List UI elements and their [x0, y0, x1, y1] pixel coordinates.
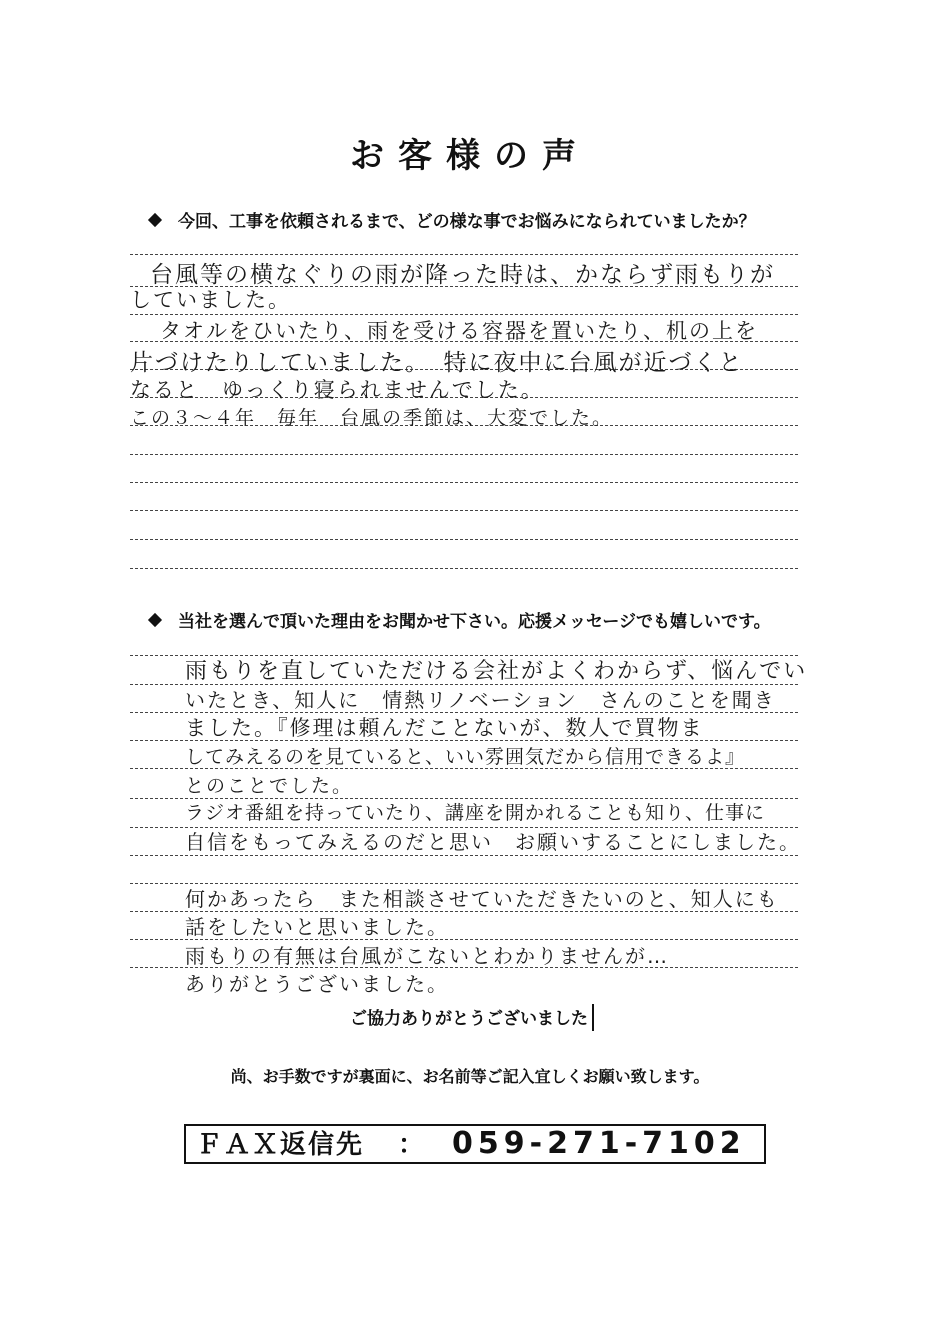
- answer-1-line: この３～４年 毎年 台風の季節は、大変でした。: [130, 407, 614, 429]
- answer-2-line: 自信をもってみえるのだと思い お願いすることにしました。: [185, 830, 801, 854]
- answer-2-line: 雨もりを直していただける会社がよくわからず、悩んでい: [185, 659, 808, 684]
- thanks-text: ご協力ありがとうございました: [346, 1004, 594, 1031]
- answer-2-line: ラジオ番組を持っていたり、講座を開かれることも知り、仕事に: [185, 802, 766, 824]
- answer-1-line: タオルをひいたり、雨を受ける容器を置いたり、机の上を: [160, 319, 758, 343]
- diamond-bullet-icon: [148, 213, 162, 227]
- question-2-heading: [150, 607, 771, 632]
- answer-2-line: ありがとうございました。: [185, 972, 449, 996]
- question-1-text: 今回、工事を依頼されるまで、どの様な事でお悩みになられていましたか？: [178, 212, 756, 232]
- answer-1-line: 台風等の横なぐりの雨が降った時は、かならず雨もりが: [150, 262, 775, 288]
- answer-2-line: とのことでした。: [185, 775, 354, 797]
- answer-2-line: してみえるのを見ていると、いい雰囲気だから信用できるよ』: [185, 746, 746, 768]
- answer-2-line: いたとき、知人に 情熱リノベーション さんのことを聞き: [185, 688, 776, 712]
- thanks-message: [0, 1004, 940, 1031]
- diamond-bullet-icon: [148, 613, 162, 627]
- answer-1-line: していました。: [130, 288, 291, 312]
- answer-1-line: 片づけたりしていました。 特に夜中に台風が近づくと: [130, 350, 744, 376]
- fax-separator: ：: [398, 1130, 425, 1160]
- answer-2-line: 何かあったら また相談させていただきたいのと、知人にも: [185, 887, 779, 911]
- fax-number: 059-271-7102: [452, 1126, 746, 1161]
- instruction-note: 尚、お手数ですが裏面に、お名前等ご記入宜しくお願い致します。: [230, 1067, 710, 1086]
- answer-1-line: なると ゆっくり寝られませんでした。: [130, 378, 544, 402]
- question-2-text: 当社を選んで頂いた理由をお聞かせ下さい。応援メッセージでも嬉しいです。: [178, 612, 771, 632]
- answer-2-line: ました。『修理は頼んだことないが、数人で買物ま: [185, 716, 704, 740]
- fax-box: [184, 1124, 766, 1164]
- page-title: お客様の声: [350, 136, 590, 176]
- answer-2-line: 話をしたいと思いました。: [185, 915, 449, 939]
- question-1-heading: [150, 207, 756, 232]
- answer-2-line: 雨もりの有無は台風がこないとわかりませんが…: [185, 944, 669, 968]
- fax-label: ＦＡＸ返信先: [196, 1130, 365, 1160]
